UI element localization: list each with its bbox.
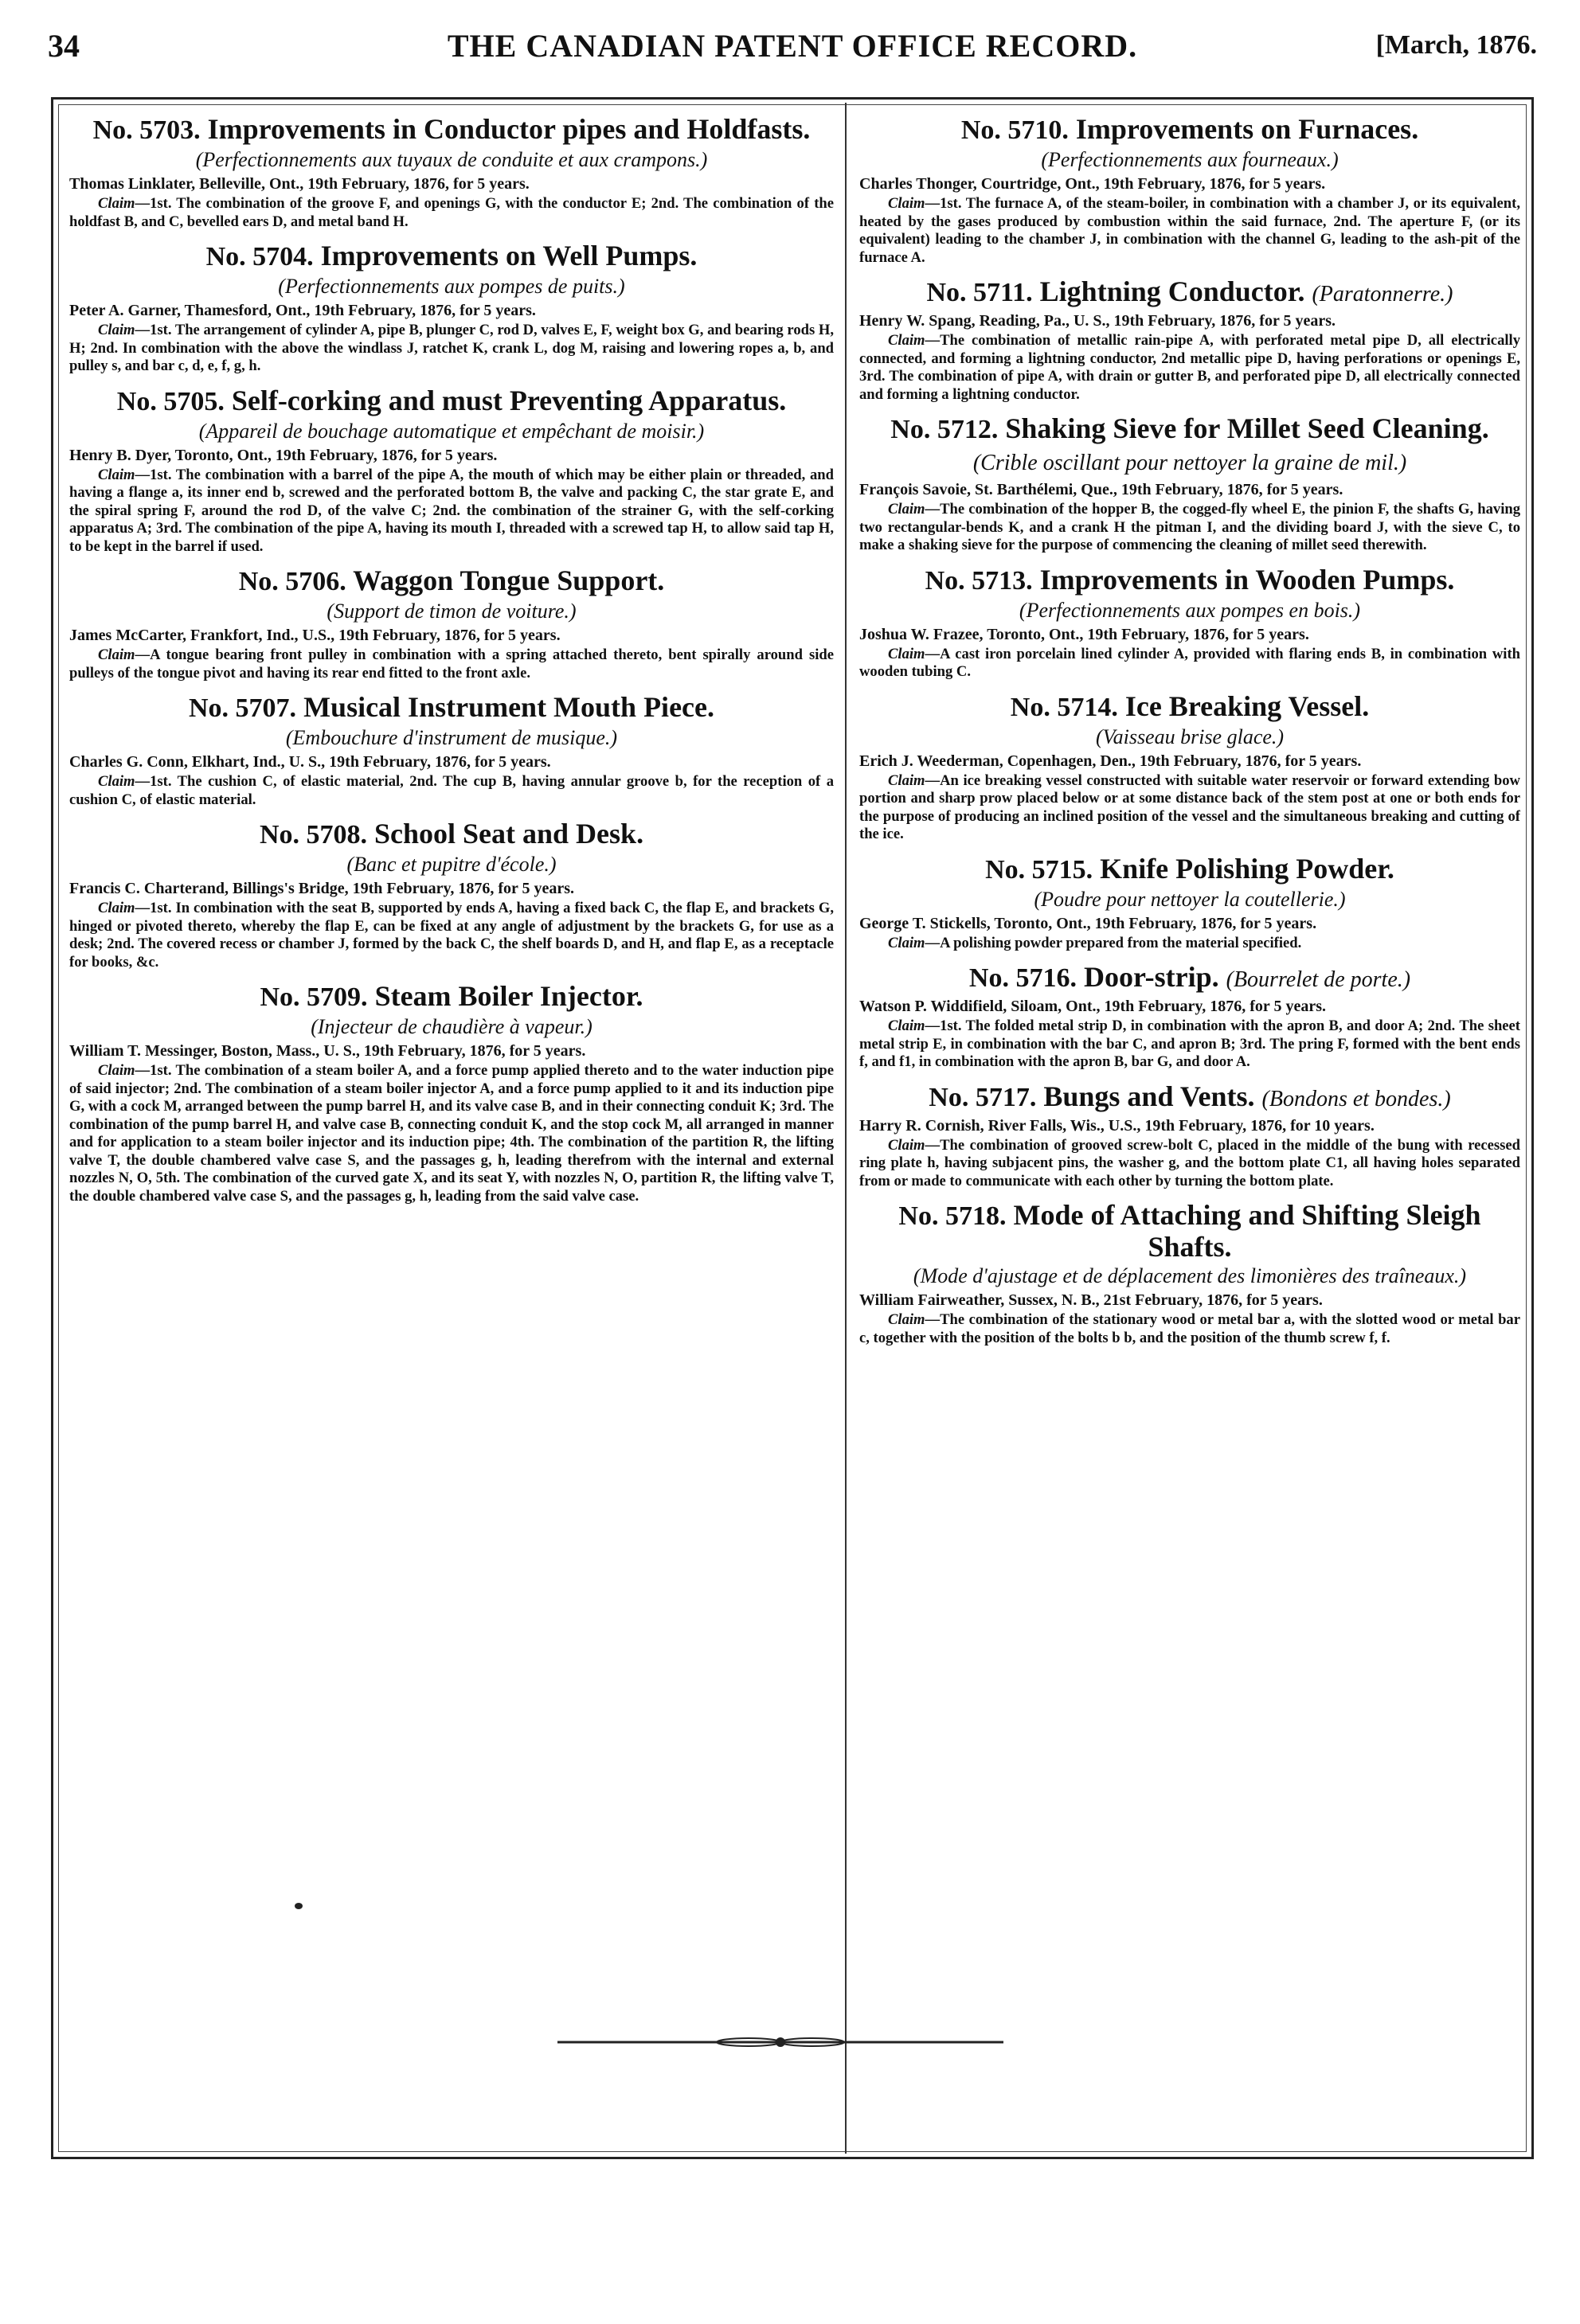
patent-heading [859, 1081, 1520, 1115]
claim-body: —The combination of the stationary wood or metal bar a, with the slotted wood or metal bar c, together with the position of the bolts b b, and the position of the thumb screw f, f. [859, 1311, 1520, 1346]
patent-number: No. 5711. [926, 278, 1033, 307]
claim-text [859, 1017, 1520, 1072]
left-column [69, 114, 834, 2149]
stray-dot [295, 1903, 303, 1909]
french-title: (Support de timon de voiture.) [327, 600, 577, 623]
patent-title: Improvements in Wooden Pumps. [1039, 563, 1455, 596]
inventor-line: Francis C. Charterand, Billings's Bridge, 19th February, 1876, for 5 years. [69, 880, 575, 897]
claim-body: —A polishing powder prepared from the material specified. [925, 934, 1302, 951]
patent-number: No. 5717. [929, 1082, 1037, 1112]
claim-label: Claim [888, 195, 925, 212]
french-title: (Poudre pour nettoyer la coutellerie.) [1034, 887, 1346, 911]
claim-body: —1st. The folded metal strip D, in combination with the apron B, and door A; 2nd. The sheet metal strip E, in combination with the bar C, and apron B; 3rd. The pring F, formed with the bent ends f, and f1, in combination with the apron B, bar G, and door A. [859, 1017, 1520, 1070]
french-title: (Embouchure d'instrument de musique.) [285, 726, 618, 749]
inventor-line: William Fairweather, Sussex, N. B., 21st February, 1876, for 5 years. [859, 1291, 1323, 1309]
inventor-line: François Savoie, St. Barthélemi, Que., 19th February, 1876, for 5 years. [859, 481, 1343, 498]
claim-label: Claim [888, 771, 925, 789]
patent-title: Improvements in Conductor pipes and Holdfasts. [207, 114, 811, 145]
inventor-line: Henry B. Dyer, Toronto, Ont., 19th February, 1876, for 5 years. [69, 446, 498, 464]
claim-body: —The combination of the hopper B, the cogged-fly wheel E, the pinion F, the shafts G, having two rectangular-bends K, and a crank H the pitman I, and the dividing board J, with the sieve C, to make a shaking sieve for the purpose of commencing the cleaning of millet seed therewith. [859, 501, 1520, 553]
patent-title: Lightning Conductor. [1039, 275, 1305, 307]
claim-text [859, 501, 1520, 555]
patent-entry [69, 981, 834, 1205]
claim-body: —1st. The cushion C, of elastic material, 2nd. The cup B, having annular groove b, for the reception of a cushion C, of elastic material. [69, 773, 834, 808]
french-title: (Perfectionnements aux pompes de puits.) [278, 275, 625, 298]
claim-label: Claim [98, 466, 135, 483]
patent-number: No. 5703. [92, 115, 201, 145]
page-header [48, 27, 1537, 67]
patent-title: Self-corking and must Preventing Apparatus. [231, 384, 787, 416]
patent-title: Shaking Sieve for Millet Seed Cleaning. [1005, 412, 1489, 444]
patent-number: No. 5715. [985, 854, 1093, 885]
claim-label: Claim [98, 646, 135, 663]
patent-number: No. 5705. [116, 386, 225, 416]
content-frame [51, 97, 1534, 2159]
page-title: THE CANADIAN PATENT OFFICE RECORD. [447, 28, 1138, 64]
patent-entry [69, 818, 834, 971]
patent-number: No. 5718. [898, 1201, 1007, 1231]
inventor-line: Erich J. Weederman, Copenhagen, Den., 19th February, 1876, for 5 years. [859, 752, 1362, 770]
inventor-line: Charles Thonger, Courtridge, Ont., 19th February, 1876, for 5 years. [859, 175, 1326, 193]
french-title: (Bourrelet de porte.) [1226, 967, 1411, 992]
claim-text [859, 332, 1520, 404]
patent-heading [859, 413, 1520, 478]
patent-title: Mode of Attaching and Shifting Sleigh Shafts. [1013, 1199, 1481, 1263]
claim-label: Claim [888, 934, 925, 951]
patent-heading [69, 818, 834, 850]
french-title: (Injecteur de chaudière à vapeur.) [311, 1015, 592, 1038]
french-title: (Bondons et bondes.) [1261, 1086, 1451, 1111]
patent-title: Knife Polishing Powder. [1100, 852, 1394, 885]
claim-label: Claim [98, 1062, 135, 1079]
inventor-line: Charles G. Conn, Elkhart, Ind., U. S., 19th February, 1876, for 5 years. [69, 753, 551, 771]
patent-entry [859, 114, 1520, 267]
claim-text [859, 646, 1520, 682]
inventor-line: William T. Messinger, Boston, Mass., U. S., 19th February, 1876, for 5 years. [69, 1042, 586, 1060]
inventor-line: Henry W. Spang, Reading, Pa., U. S., 19th February, 1876, for 5 years. [859, 312, 1336, 330]
french-title: (Crible oscillant pour nettoyer la graine de mil.) [972, 451, 1407, 475]
claim-body: —1st. The arrangement of cylinder A, pipe B, plunger C, rod D, valves E, F, weight box G, and bearing rods H, H; 2nd. In combination with the above the windlass J, ratchet K, crank L, dog M, raising and lowering ropes a, b, and pulley s, and bar c, d, e, f, g, h. [69, 322, 834, 374]
claim-label: Claim [888, 501, 925, 518]
inventor-line: Peter A. Garner, Thamesford, Ont., 19th February, 1876, for 5 years. [69, 302, 536, 319]
inventor-line: George T. Stickells, Toronto, Ont., 19th February, 1876, for 5 years. [859, 914, 1317, 932]
inventor-line: James McCarter, Frankfort, Ind., U.S., 19th February, 1876, for 5 years. [69, 627, 561, 644]
french-title: (Paratonnerre.) [1312, 282, 1453, 307]
patent-number: No. 5709. [260, 982, 368, 1012]
column-divider [845, 103, 847, 2154]
claim-text [859, 772, 1520, 844]
patent-heading [69, 240, 834, 272]
claim-label: Claim [888, 1136, 925, 1154]
french-title: (Banc et pupitre d'école.) [346, 853, 557, 876]
patent-number: No. 5712. [890, 415, 999, 444]
patent-number: No. 5713. [925, 565, 1033, 596]
french-title: (Perfectionnements aux fourneaux.) [1041, 148, 1339, 171]
french-title: (Appareil de bouchage automatique et empêchant de moisir.) [198, 419, 705, 443]
inventor-line: Harry R. Cornish, River Falls, Wis., U.S., 19th February, 1876, for 10 years. [859, 1116, 1375, 1135]
patent-heading [69, 565, 834, 597]
issue-date: [March, 1876. [1375, 30, 1537, 60]
claim-body: —1st. The furnace A, of the steam-boiler, in combination with a chamber J, or its equivalent, heated by the gases produced by combustion within the said furnace, 2nd. The aperture F, (or its equivalent) leading to the chamber J, in combination with the channel G, leading to the ash-pit of the furnace A. [859, 195, 1520, 266]
patent-heading [69, 981, 834, 1013]
claim-text [69, 322, 834, 376]
patent-title: Waggon Tongue Support. [353, 564, 665, 596]
claim-body: —A cast iron porcelain lined cylinder A, provided with flaring ends B, in combination with wooden tubing C. [859, 645, 1520, 680]
claim-body: —1st. The combination with a barrel of the pipe A, the mouth of which may be either plain or threaded, and having a flange a, its inner end b, screwed and the perforated bottom B, the valve and packing C, the star grate E, and the spiral spring F, around the rod D, of the valve C; 2nd. the combination of the strainer G, with the self-corking apparatus A; 3rd. The combination of the pipe A, having its mouth I, threaded with a screwed tap H, to allow said tap H, to be kept in the barrel if used. [69, 466, 834, 555]
claim-body: —The combination of grooved screw-bolt C, placed in the middle of the bung with recessed ring plate h, having subjacent pins, the washer g, and the bottom plate C1, all having holes separated from or made to communicate with each other by turning the bottom plate. [859, 1136, 1520, 1189]
patent-number: No. 5704. [205, 242, 314, 271]
patent-heading [69, 114, 834, 146]
claim-text [859, 1311, 1520, 1347]
claim-text [69, 773, 834, 809]
claim-body: —1st. The combination of a steam boiler A, and a force pump applied thereto and to the water induction pipe of said injector; 2nd. The combination of a steam boiler injector A, and a force pump applied to it and its induction pipe G, with a cock M, arranged between the pump barrel H, and its valve case B, and in their connecting conduit K; 3rd. The combination of the pump barrel H, and valve case B, connecting conduit K, and the stop cock M, all arranged in manner and for application to a steam boiler injector and its induction pipe; 4th. The combination of the partition R, the lifting valve T, the double chambered valve case S, and the passages g, h, leading therefrom with the internal and external nozzles N, O, 5th. The combination of the curved gate X, and its seat Y, with nozzles N, O, partition R, the lifting valve T, the double chambered valve case S, and the passages g, h, leading from the said valve case. [69, 1062, 834, 1205]
patent-heading [859, 1200, 1520, 1262]
patent-entry [69, 565, 834, 682]
patent-heading [859, 691, 1520, 723]
claim-label: Claim [888, 1017, 925, 1034]
claim-text [69, 646, 834, 682]
patent-number: No. 5710. [960, 115, 1069, 145]
patent-number: No. 5706. [238, 567, 346, 596]
patent-heading [859, 276, 1520, 310]
claim-text [859, 1137, 1520, 1191]
patent-title: School Seat and Desk. [374, 818, 644, 850]
patent-number: No. 5707. [189, 693, 297, 723]
claim-text [69, 1062, 834, 1205]
claim-body: —1st. In combination with the seat B, supported by ends A, having a fixed back C, the flap E, and brackets G, hinged or pivoted thereto, whereby the flap E, can be fixed at any angle of adjustment by the brackets G, for use as a desk; 2nd. The covered recess or chamber J, formed by the back C, the shelf boards D, and H, and flap E, as a receptacle for books, &c. [69, 900, 834, 971]
inventor-line: Watson P. Widdifield, Siloam, Ont., 19th February, 1876, for 5 years. [859, 998, 1326, 1015]
claim-label: Claim [98, 900, 135, 916]
french-title: (Perfectionnements aux tuyaux de conduite et aux crampons.) [195, 148, 708, 171]
claim-label: Claim [98, 322, 135, 338]
patent-entry [69, 692, 834, 809]
patent-heading [69, 385, 834, 417]
claim-text [859, 935, 1520, 953]
claim-body: —The combination of metallic rain-pipe A, with perforated metal pipe D, all electrically connected, and forming a lightning conductor, 2nd metallic pipe D, having perforations or openings E, 3rd. The combination of pipe A, with drain or gutter B, and perforated pipe D, all electrically connected and forming a lightning conductor. [859, 332, 1520, 403]
patent-number: No. 5716. [968, 963, 1077, 993]
patent-title: Bungs and Vents. [1043, 1080, 1255, 1112]
patent-entry [859, 1081, 1520, 1191]
patent-title: Improvements on Well Pumps. [320, 240, 698, 271]
patent-entry [69, 114, 834, 231]
claim-text [69, 467, 834, 557]
patent-title: Ice Breaking Vessel. [1124, 689, 1370, 722]
claim-text [69, 195, 834, 231]
patent-entry [69, 385, 834, 557]
patent-number: No. 5708. [259, 820, 367, 850]
patent-title: Door-strip. [1083, 961, 1219, 993]
patent-entry [859, 564, 1520, 682]
patent-heading [859, 564, 1520, 596]
patent-heading [69, 692, 834, 724]
patent-number: No. 5714. [1010, 692, 1118, 722]
french-title: (Mode d'ajustage et de déplacement des limonières des traîneaux.) [913, 1264, 1467, 1287]
patent-title: Steam Boiler Injector. [374, 980, 643, 1012]
inventor-line: Thomas Linklater, Belleville, Ont., 19th February, 1876, for 5 years. [69, 175, 530, 193]
patent-title: Musical Instrument Mouth Piece. [303, 691, 714, 723]
ornamental-rule [557, 2030, 1003, 2054]
claim-text [859, 195, 1520, 267]
claim-body: —A tongue bearing front pulley in combination with a spring attached thereto, bent spirally around side pulleys of the tongue pivot and having its rear end fitted to the front axle. [69, 646, 834, 682]
patent-heading [859, 853, 1520, 885]
claim-body: —An ice breaking vessel constructed with suitable water reservoir or forward extending bow portion and sharp prow placed below or at some distance back of the stem post at one or both ends for the purpose of producing an inclined position of the vessel and the simultaneous breaking and cutting of the ice. [859, 771, 1520, 842]
patent-title: Improvements on Furnaces. [1075, 114, 1419, 145]
patent-entry [859, 853, 1520, 953]
page-number: 34 [48, 28, 80, 64]
claim-label: Claim [98, 195, 135, 212]
patent-entry [859, 962, 1520, 1072]
patent-heading [859, 114, 1520, 146]
claim-text [69, 900, 834, 971]
patent-entry [859, 1200, 1520, 1347]
right-column [859, 114, 1520, 2149]
patent-entry [859, 413, 1520, 555]
claim-label: Claim [98, 773, 135, 790]
patent-entry [859, 691, 1520, 844]
claim-label: Claim [888, 1311, 925, 1328]
french-title: (Vaisseau brise glace.) [1095, 725, 1285, 748]
claim-body: —1st. The combination of the groove F, and openings G, with the conductor E; 2nd. The combination of the holdfast B, and C, bevelled ears D, and metal band H. [69, 195, 834, 230]
claim-label: Claim [888, 332, 925, 349]
patent-entry [69, 240, 834, 376]
patent-entry [859, 276, 1520, 404]
patent-heading [859, 962, 1520, 995]
claim-label: Claim [888, 645, 925, 662]
french-title: (Perfectionnements aux pompes en bois.) [1019, 598, 1361, 622]
inventor-line: Joshua W. Frazee, Toronto, Ont., 19th February, 1876, for 5 years. [859, 625, 1309, 643]
